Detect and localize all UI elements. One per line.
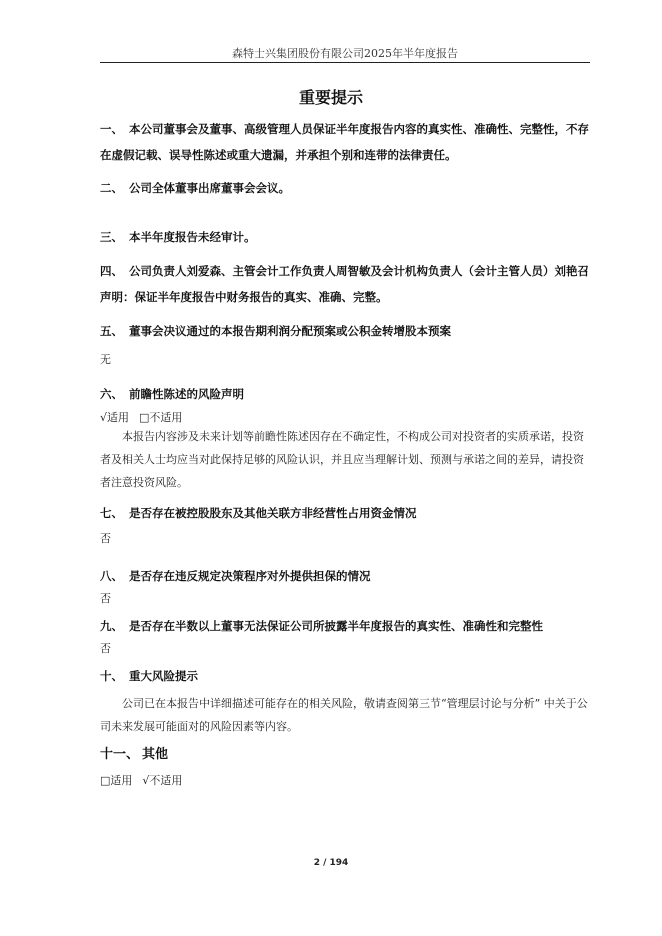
section-text: 公司全体董事出席董事会会议。 (129, 181, 290, 195)
section-6-options (100, 409, 192, 425)
section-7-answer: 否 (100, 532, 111, 545)
section-11-options (100, 772, 192, 788)
section-5-answer: 无 (100, 353, 111, 366)
section-text: 前瞻性陈述的风险声明 (129, 387, 244, 401)
not-applicable-option: √不适用 (142, 774, 183, 787)
section-8-answer: 否 (100, 592, 111, 605)
page-number: 2 / 194 (313, 858, 349, 868)
section-number: 四、 (100, 264, 123, 278)
section-number: 五、 (100, 324, 123, 338)
section-8 (100, 563, 590, 589)
section-10-body: 公司已在本报告中详细描述可能存在的相关风险，敬请查阅第三节“管理层讨论与分析” 中关于公司未来发展可能面对的风险因素等内容。 (100, 697, 588, 733)
section-5 (100, 318, 590, 344)
section-number: 三、 (100, 230, 123, 244)
section-text: 本半年度报告未经审计。 (129, 230, 256, 244)
section-9 (100, 613, 590, 639)
header-divider (100, 62, 590, 63)
section-number: 十一、 (100, 747, 140, 762)
section-number: 二、 (100, 181, 123, 195)
section-6 (100, 381, 590, 407)
section-number: 七、 (100, 506, 123, 520)
section-text: 是否存在被控股股东及其他关联方非经营性占用资金情况 (129, 506, 417, 520)
section-9-answer: 否 (100, 642, 111, 655)
section-text: 本公司董事会及董事、高级管理人员保证半年度报告内容的真实性、准确性、完整性，不存在虚假记载、误导性陈述或重大遗漏，并承担个别和连带的法律责任。 (100, 122, 589, 162)
section-2 (100, 175, 590, 201)
section-text: 是否存在半数以上董事无法保证公司所披露半年度报告的真实性、准确性和完整性 (129, 619, 543, 633)
applicable-option: □适用 (100, 774, 133, 787)
not-applicable-option: □不适用 (139, 411, 183, 424)
section-11 (100, 742, 590, 768)
section-number: 九、 (100, 619, 123, 633)
section-number: 八、 (100, 569, 123, 583)
section-number: 六、 (100, 387, 123, 401)
section-4 (100, 258, 590, 310)
section-6-body: 本报告内容涉及未来计划等前瞻性陈述因存在不确定性，不构成公司对投资者的实质承诺，投资者及相关人士均应当对此保持足够的风险认识，并且应当理解计划、预测与承诺之间的差异，请投资者注意投资风险。 (100, 430, 584, 489)
section-number: 十、 (100, 669, 123, 683)
section-text: 公司负责人刘爱森、主管会计工作负责人周智敏及会计机构负责人（会计主管人员）刘艳召声明：保证半年度报告中财务报告的真实、准确、完整。 (100, 264, 589, 304)
section-text: 是否存在违反规定决策程序对外提供担保的情况 (129, 569, 371, 583)
section-number: 一、 (100, 122, 123, 136)
page-title: 重要提示 (298, 88, 363, 107)
section-10 (100, 663, 590, 689)
report-header-title: 森特士兴集团股份有限公司2025年半年度报告 (232, 47, 458, 60)
applicable-option: √适用 (100, 411, 130, 424)
section-1 (100, 116, 590, 168)
section-3 (100, 224, 590, 250)
section-text: 董事会决议通过的本报告期利润分配预案或公积金转增股本预案 (129, 324, 451, 338)
section-text: 其他 (142, 747, 169, 762)
section-7 (100, 500, 590, 526)
section-text: 重大风险提示 (129, 669, 198, 683)
